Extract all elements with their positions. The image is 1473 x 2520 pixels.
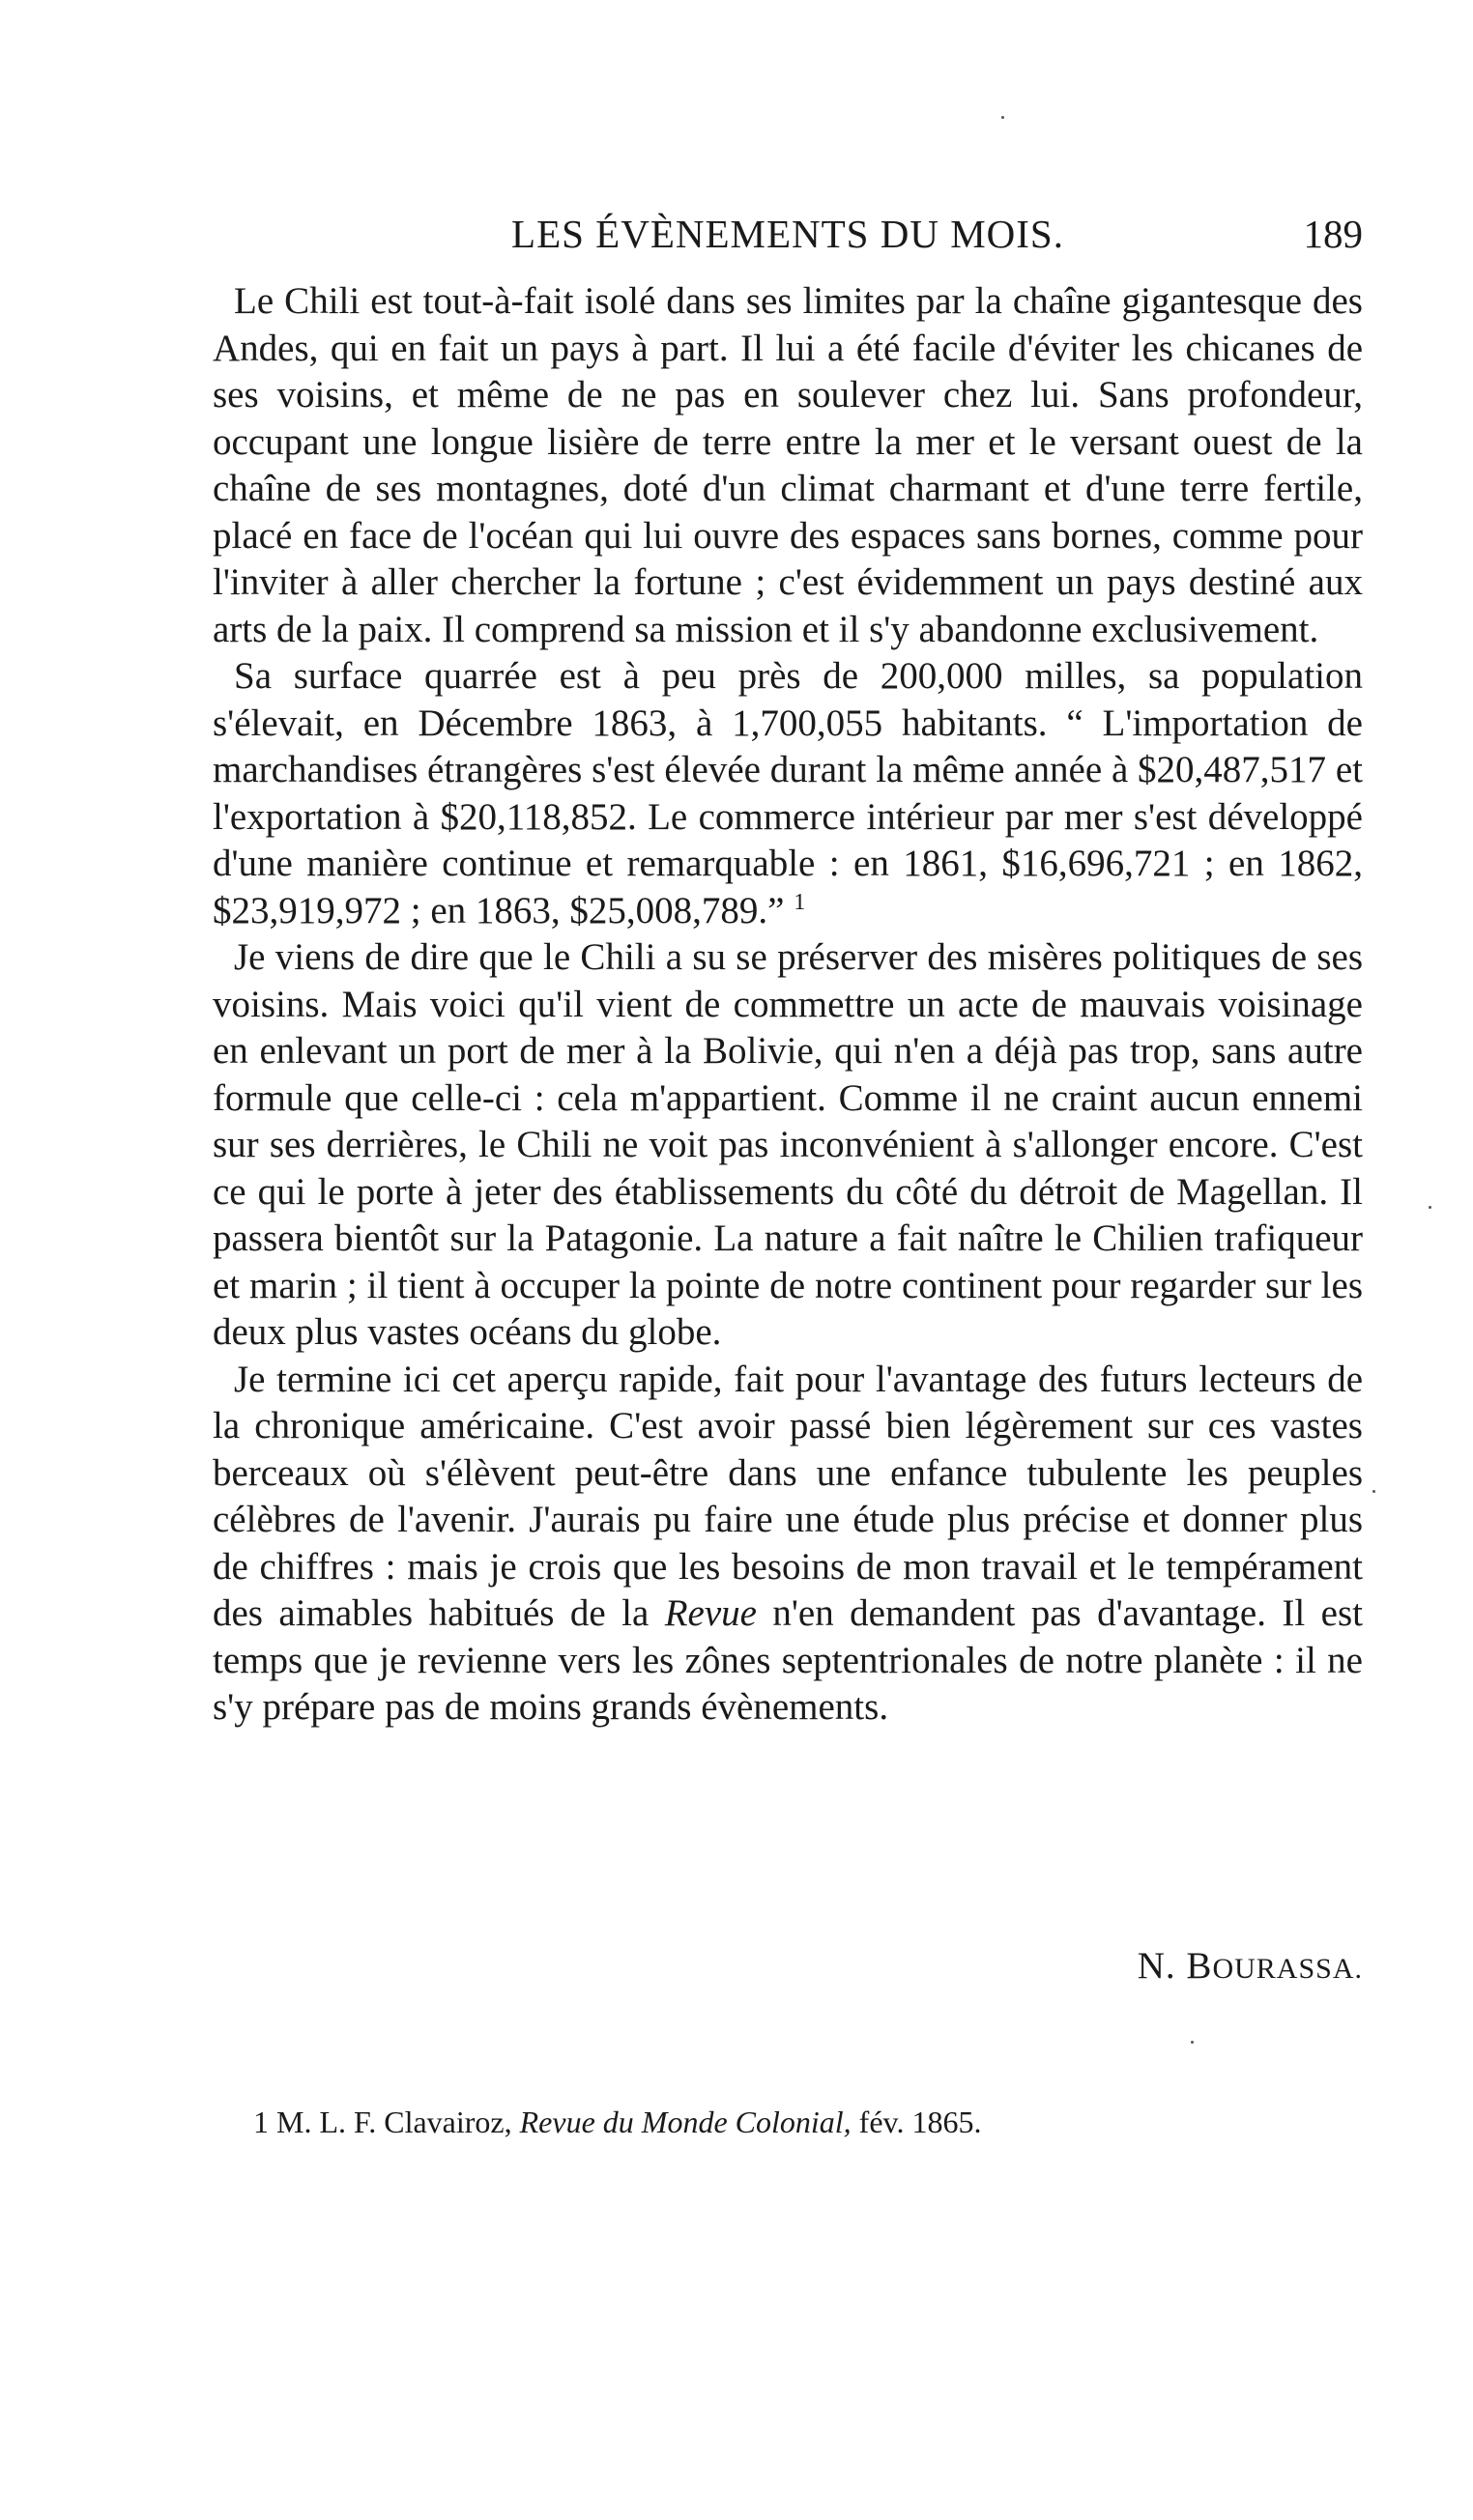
paragraph-chili-politics: Je viens de dire que le Chili a su se préserver des misères politiques de ses voisins. Mais voici qu'il vient de commettre un acte de mauvais voisinage en enlevant un port de mer à la Bolivie, qui n'en a déjà pas trop, sans autre formule que celle-ci : cela m'appartient. Comme il ne craint aucun ennemi sur ses derrières, le Chili ne voit pas inconvénient à s'allonger encore. C'est ce qui le porte à jeter des établissements du côté du détroit de Magellan. Il passera bientôt sur la Patagonie. La nature a fait naître le Chilien trafiqueur et marin ; il tient à occuper la pointe de notre continent pour regarder sur les deux plus vastes océans du globe. bbox=[213, 936, 1363, 1353]
scan-speck bbox=[1429, 1206, 1431, 1209]
footnote-reference[interactable]: 1 bbox=[794, 889, 806, 915]
paragraph-conclusion bbox=[213, 1357, 1363, 1732]
footnote-number: 1 bbox=[253, 2105, 269, 2139]
scan-speck bbox=[1191, 2041, 1194, 2044]
running-title: LES ÉVÈNEMENTS DU MOIS. bbox=[511, 212, 1064, 256]
paragraph-chili-statistics bbox=[213, 653, 1363, 934]
paragraph-text: Je termine ici cet aperçu rapide, fait pour l'avantage des futurs lecteurs de la chronique américaine. C'est avoir passé bien légèrement sur ces vastes berceaux où s'élèvent peut-être dans une enfance tubulente les peuples célèbres de l'avenir. J'aurais pu faire une étude plus précise et donner plus de chiffres : mais je crois que les besoins de mon travail et le tempérament des aimables habitués de la bbox=[213, 1358, 1363, 1634]
signature-initial: N. B bbox=[1137, 1945, 1213, 1987]
scan-speck bbox=[1001, 116, 1004, 119]
paragraph-text: Sa surface quarrée est à peu près de 200,000 milles, sa population s'élevait, en Décembre 1863, à 1,700,055 habitants. “ L'importation de marchandises étrangères s'est élevée durant la même année à $20,487,517 et l'exportation à $20,118,852. Le commerce intérieur par mer s'est développé d'une manière continue et remarquable : en 1861, $16,696,721 ; en 1862, $23,919,972 ; en 1863, $25,008,789.” bbox=[213, 655, 1363, 931]
page-header bbox=[213, 205, 1363, 263]
paragraph-chili-geography: Le Chili est tout-à-fait isolé dans ses limites par la chaîne gigantesque des Andes, qui en fait un pays à part. Il lui a été facile d'éviter les chicanes de ses voisins, et même de ne pas en soulever chez lui. Sans profondeur, occupant une longue lisière de terre entre la mer et le versant ouest de la chaîne de ses montagnes, doté d'un climat charmant et d'une terre fertile, placé en face de l'océan qui lui ouvre des espaces sans bornes, comme pour l'inviter à aller chercher la fortune ; c'est évidemment un pays destiné aux arts de la paix. Il comprend sa mission et il s'y abandonne exclusivement. bbox=[213, 280, 1363, 650]
signature-rest: OURASSA. bbox=[1212, 1953, 1363, 1985]
page-number: 189 bbox=[1303, 212, 1363, 256]
author-signature bbox=[1138, 1944, 1363, 1988]
footnote bbox=[253, 2105, 981, 2140]
footnote-date: fév. 1865. bbox=[858, 2105, 982, 2139]
footnote-author: M. L. F. Clavairoz, bbox=[276, 2105, 512, 2139]
scan-speck bbox=[1372, 1490, 1375, 1493]
article-body bbox=[213, 278, 1363, 1732]
italic-revue: Revue bbox=[664, 1592, 757, 1634]
paragraph-text: n'en demandent pas d'avantage. Il est temps que je revienne vers les zônes septentrionales de notre planète : il ne s'y prépare pas de moins grands évènements. bbox=[213, 1592, 1363, 1728]
footnote-journal: Revue du Monde Colonial, bbox=[519, 2105, 852, 2139]
